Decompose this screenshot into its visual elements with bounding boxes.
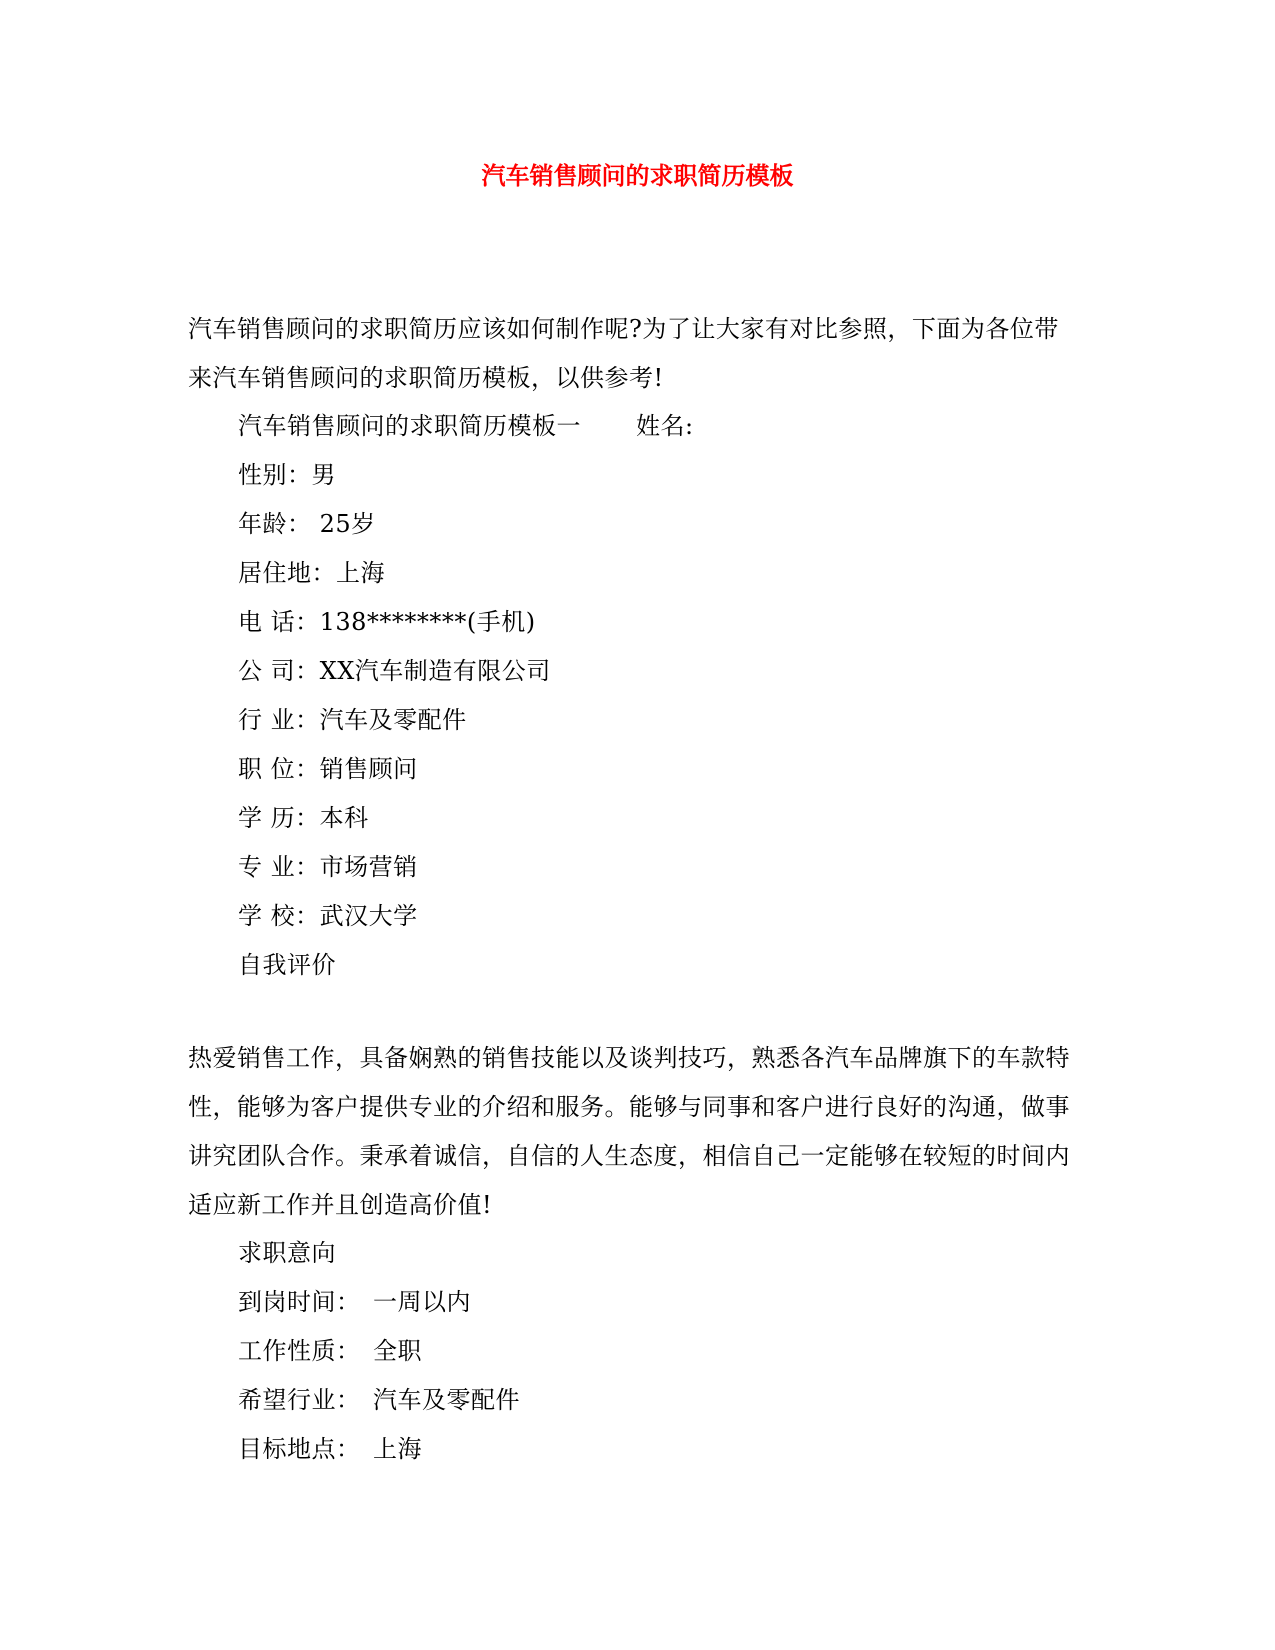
field-company: 公 司：XX汽车制造有限公司	[238, 657, 551, 685]
document-title: 汽车销售顾问的求职简历模板	[481, 161, 794, 190]
template-heading-line	[238, 402, 1138, 451]
intent-value: 一周以内	[373, 1288, 471, 1316]
intro-line: 汽车销售顾问的求职简历应该如何制作呢?为了让大家有对比参照，下面为各位带	[188, 315, 1059, 343]
evaluation-line: 热爱销售工作，具备娴熟的销售技能以及谈判技巧，熟悉各汽车品牌旗下的车款特	[188, 1044, 1070, 1072]
evaluation-line: 讲究团队合作。秉承着诚信，自信的人生态度，相信自己一定能够在较短的时间内	[188, 1142, 1070, 1170]
intro-line: 来汽车销售顾问的求职简历模板，以供参考!	[188, 364, 664, 392]
intro-paragraph	[188, 305, 1088, 403]
personal-info	[238, 402, 1138, 990]
intent-item	[238, 1327, 1138, 1376]
field-major: 专 业：市场营销	[238, 853, 418, 881]
field-residence: 居住地：上海	[238, 559, 385, 587]
intent-heading: 求职意向	[238, 1239, 336, 1267]
intent-label: 工作性质：	[238, 1337, 361, 1365]
self-evaluation-heading: 自我评价	[238, 951, 336, 979]
intent-label: 目标地点：	[238, 1435, 361, 1463]
name-label: 姓名:	[636, 412, 694, 440]
job-intent	[238, 1229, 1138, 1474]
template-heading: 汽车销售顾问的求职简历模板一	[238, 412, 581, 440]
field-gender: 性别：男	[238, 461, 336, 489]
field-school: 学 校：武汉大学	[238, 902, 418, 930]
field-phone: 电 话：138********(手机)	[238, 608, 536, 636]
field-position: 职 位：销售顾问	[238, 755, 418, 783]
intent-value: 全职	[373, 1337, 422, 1365]
field-industry: 行 业：汽车及零配件	[238, 706, 467, 734]
intent-item	[238, 1376, 1138, 1425]
intent-label: 希望行业：	[238, 1386, 361, 1414]
evaluation-line: 性，能够为客户提供专业的介绍和服务。能够与同事和客户进行良好的沟通，做事	[188, 1093, 1070, 1121]
field-education: 学 历：本科	[238, 804, 369, 832]
intent-item	[238, 1278, 1138, 1327]
field-age: 年龄： 25岁	[238, 510, 376, 538]
intent-value: 上海	[373, 1435, 422, 1463]
intent-label: 到岗时间：	[238, 1288, 361, 1316]
intent-item	[238, 1425, 1138, 1474]
intent-value: 汽车及零配件	[373, 1386, 520, 1414]
evaluation-paragraph	[188, 1034, 1088, 1230]
evaluation-line: 适应新工作并且创造高价值!	[188, 1191, 493, 1219]
